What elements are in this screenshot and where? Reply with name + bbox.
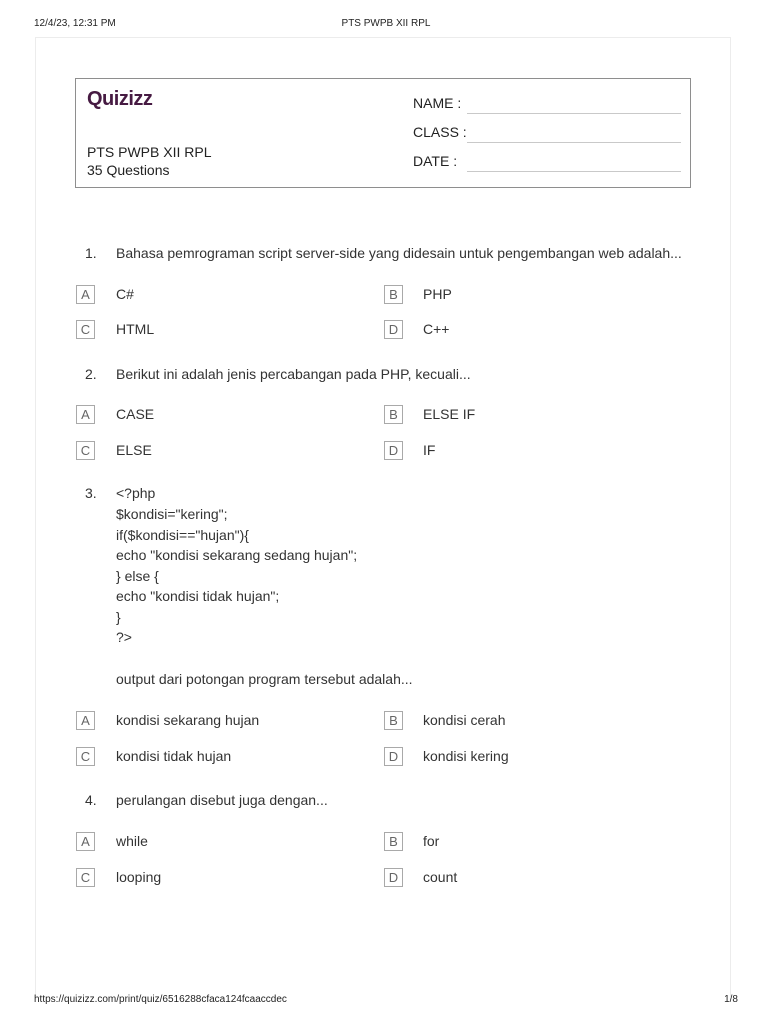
option-letter-box: B [384,832,403,851]
option-text: kondisi sekarang hujan [116,712,260,728]
option-text: for [423,833,440,849]
question-text: perulangan disebut juga dengan... [116,792,328,808]
option-text: kondisi kering [423,748,509,764]
code-line: } else { [116,568,159,584]
option-letter-box: A [76,405,95,424]
date-label: DATE : [413,153,458,169]
option-letter-box: C [76,441,95,460]
print-title: PTS PWPB XII RPL [341,18,431,29]
option-text: count [423,869,458,885]
question-text: Bahasa pemrograman script server-side yang didesain untuk pengembangan web adalah... [116,245,682,261]
question-number: 3. [85,485,97,501]
option-letter-box: D [384,747,403,766]
option-text: ELSE [116,442,152,458]
code-line: <?php [116,485,156,501]
option-text: while [116,833,148,849]
code-line: if($kondisi=="hujan"){ [116,527,249,543]
option-letter-box: B [384,711,403,730]
option-letter-box: B [384,405,403,424]
option-text: PHP [423,286,452,302]
option-letter-box: D [384,868,403,887]
code-line: $kondisi="kering"; [116,506,228,522]
question-number: 2. [85,366,97,382]
name-line [467,113,681,114]
question-text: Berikut ini adalah jenis percabangan pada PHP, kecuali... [116,366,471,382]
class-label: CLASS : [413,124,467,140]
print-header [34,18,738,32]
option-letter-box: D [384,441,403,460]
option-letter-box: C [76,320,95,339]
option-text: ELSE IF [423,406,476,422]
quiz-header-box [75,78,691,188]
option-text: C# [116,286,134,302]
option-text: C++ [423,321,450,337]
option-letter-box: C [76,747,95,766]
name-label: NAME : [413,95,462,111]
print-datetime: 12/4/23, 12:31 PM [34,18,116,29]
print-footer [34,994,738,1008]
option-letter-box: B [384,285,403,304]
print-url: https://quizizz.com/print/quiz/6516288cfaca124fcaaccdec [34,994,287,1005]
option-text: kondisi cerah [423,712,506,728]
option-text: looping [116,869,162,885]
question-text: output dari potongan program tersebut adalah... [116,671,413,687]
date-line [467,171,681,172]
question-count: 35 Questions [87,162,170,178]
code-line: echo "kondisi tidak hujan"; [116,588,280,604]
option-text: IF [423,442,436,458]
option-letter-box: A [76,832,95,851]
code-line: ?> [116,629,132,645]
page-number: 1/8 [724,994,738,1005]
class-line [467,142,681,143]
option-text: kondisi tidak hujan [116,748,232,764]
option-text: CASE [116,406,155,422]
quiz-title: PTS PWPB XII RPL [87,144,212,160]
option-letter-box: D [384,320,403,339]
code-line: } [116,609,121,625]
option-letter-box: A [76,711,95,730]
question-number: 1. [85,245,97,261]
option-letter-box: C [76,868,95,887]
option-letter-box: A [76,285,95,304]
code-line: echo "kondisi sekarang sedang hujan"; [116,547,358,563]
question-number: 4. [85,792,97,808]
option-text: HTML [116,321,155,337]
quizizz-logo: Quizizz [87,88,153,110]
